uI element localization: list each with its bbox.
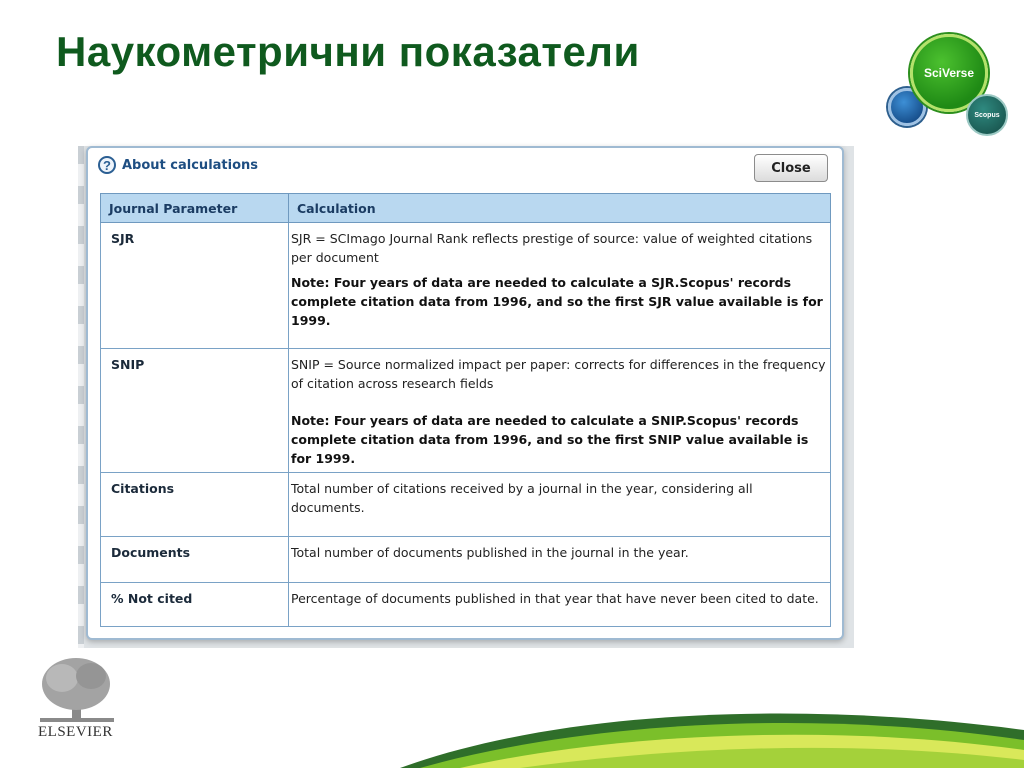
dialog-header (98, 156, 258, 174)
table-header-row (101, 194, 831, 223)
dialog-title: About calculations (122, 157, 259, 173)
table-row (101, 537, 831, 583)
row-parameter: Citations (101, 473, 289, 537)
calculation-text: Total number of documents published in the journal in the year. (289, 537, 831, 583)
column-header-parameter: Journal Parameter (101, 194, 289, 223)
row-calculation (289, 349, 831, 473)
sciverse-scopus-logo (884, 32, 1014, 142)
calculation-note: Note: Four years of data are needed to calculate a SNIP.Scopus' records complete citation data from 1996, and so the first SNIP value available is for 1999. (291, 413, 809, 466)
row-parameter: SNIP (101, 349, 289, 473)
slide-title: Наукометрични показатели (56, 28, 640, 75)
calculation-note: Note: Four years of data are needed to calculate a SJR.Scopus' records complete citation data from 1996, and so the first SJR value available is for 1999. (291, 275, 823, 328)
row-parameter: % Not cited (101, 583, 289, 627)
elsevier-wordmark: ELSEVIER (38, 724, 113, 740)
help-question-icon[interactable]: ? (98, 156, 116, 174)
column-header-calculation: Calculation (289, 194, 831, 223)
about-calculations-dialog (86, 146, 844, 640)
calculation-text: Percentage of documents published in that year that have never been cited to date. (289, 583, 831, 627)
sciverse-logo: SciVerse (910, 34, 988, 112)
calculations-table (100, 193, 831, 627)
background-page-edge (78, 146, 84, 648)
table-row (101, 583, 831, 627)
calculation-text: Total number of citations received by a journal in the year, considering all documents. (289, 473, 831, 537)
calculation-text: SJR = SCImago Journal Rank reflects prestige of source: value of weighted citations per document (291, 231, 813, 265)
calculation-text: SNIP = Source normalized impact per paper: corrects for differences in the frequency of citation across research fields (291, 357, 826, 391)
row-calculation (289, 223, 831, 349)
row-parameter: Documents (101, 537, 289, 583)
table-row (101, 473, 831, 537)
close-button[interactable]: Close (754, 154, 828, 182)
table-row (101, 349, 831, 473)
row-parameter: SJR (101, 223, 289, 349)
decorative-swoosh (0, 690, 1024, 768)
table-row (101, 223, 831, 349)
scopus-logo: Scopus (966, 94, 1008, 136)
